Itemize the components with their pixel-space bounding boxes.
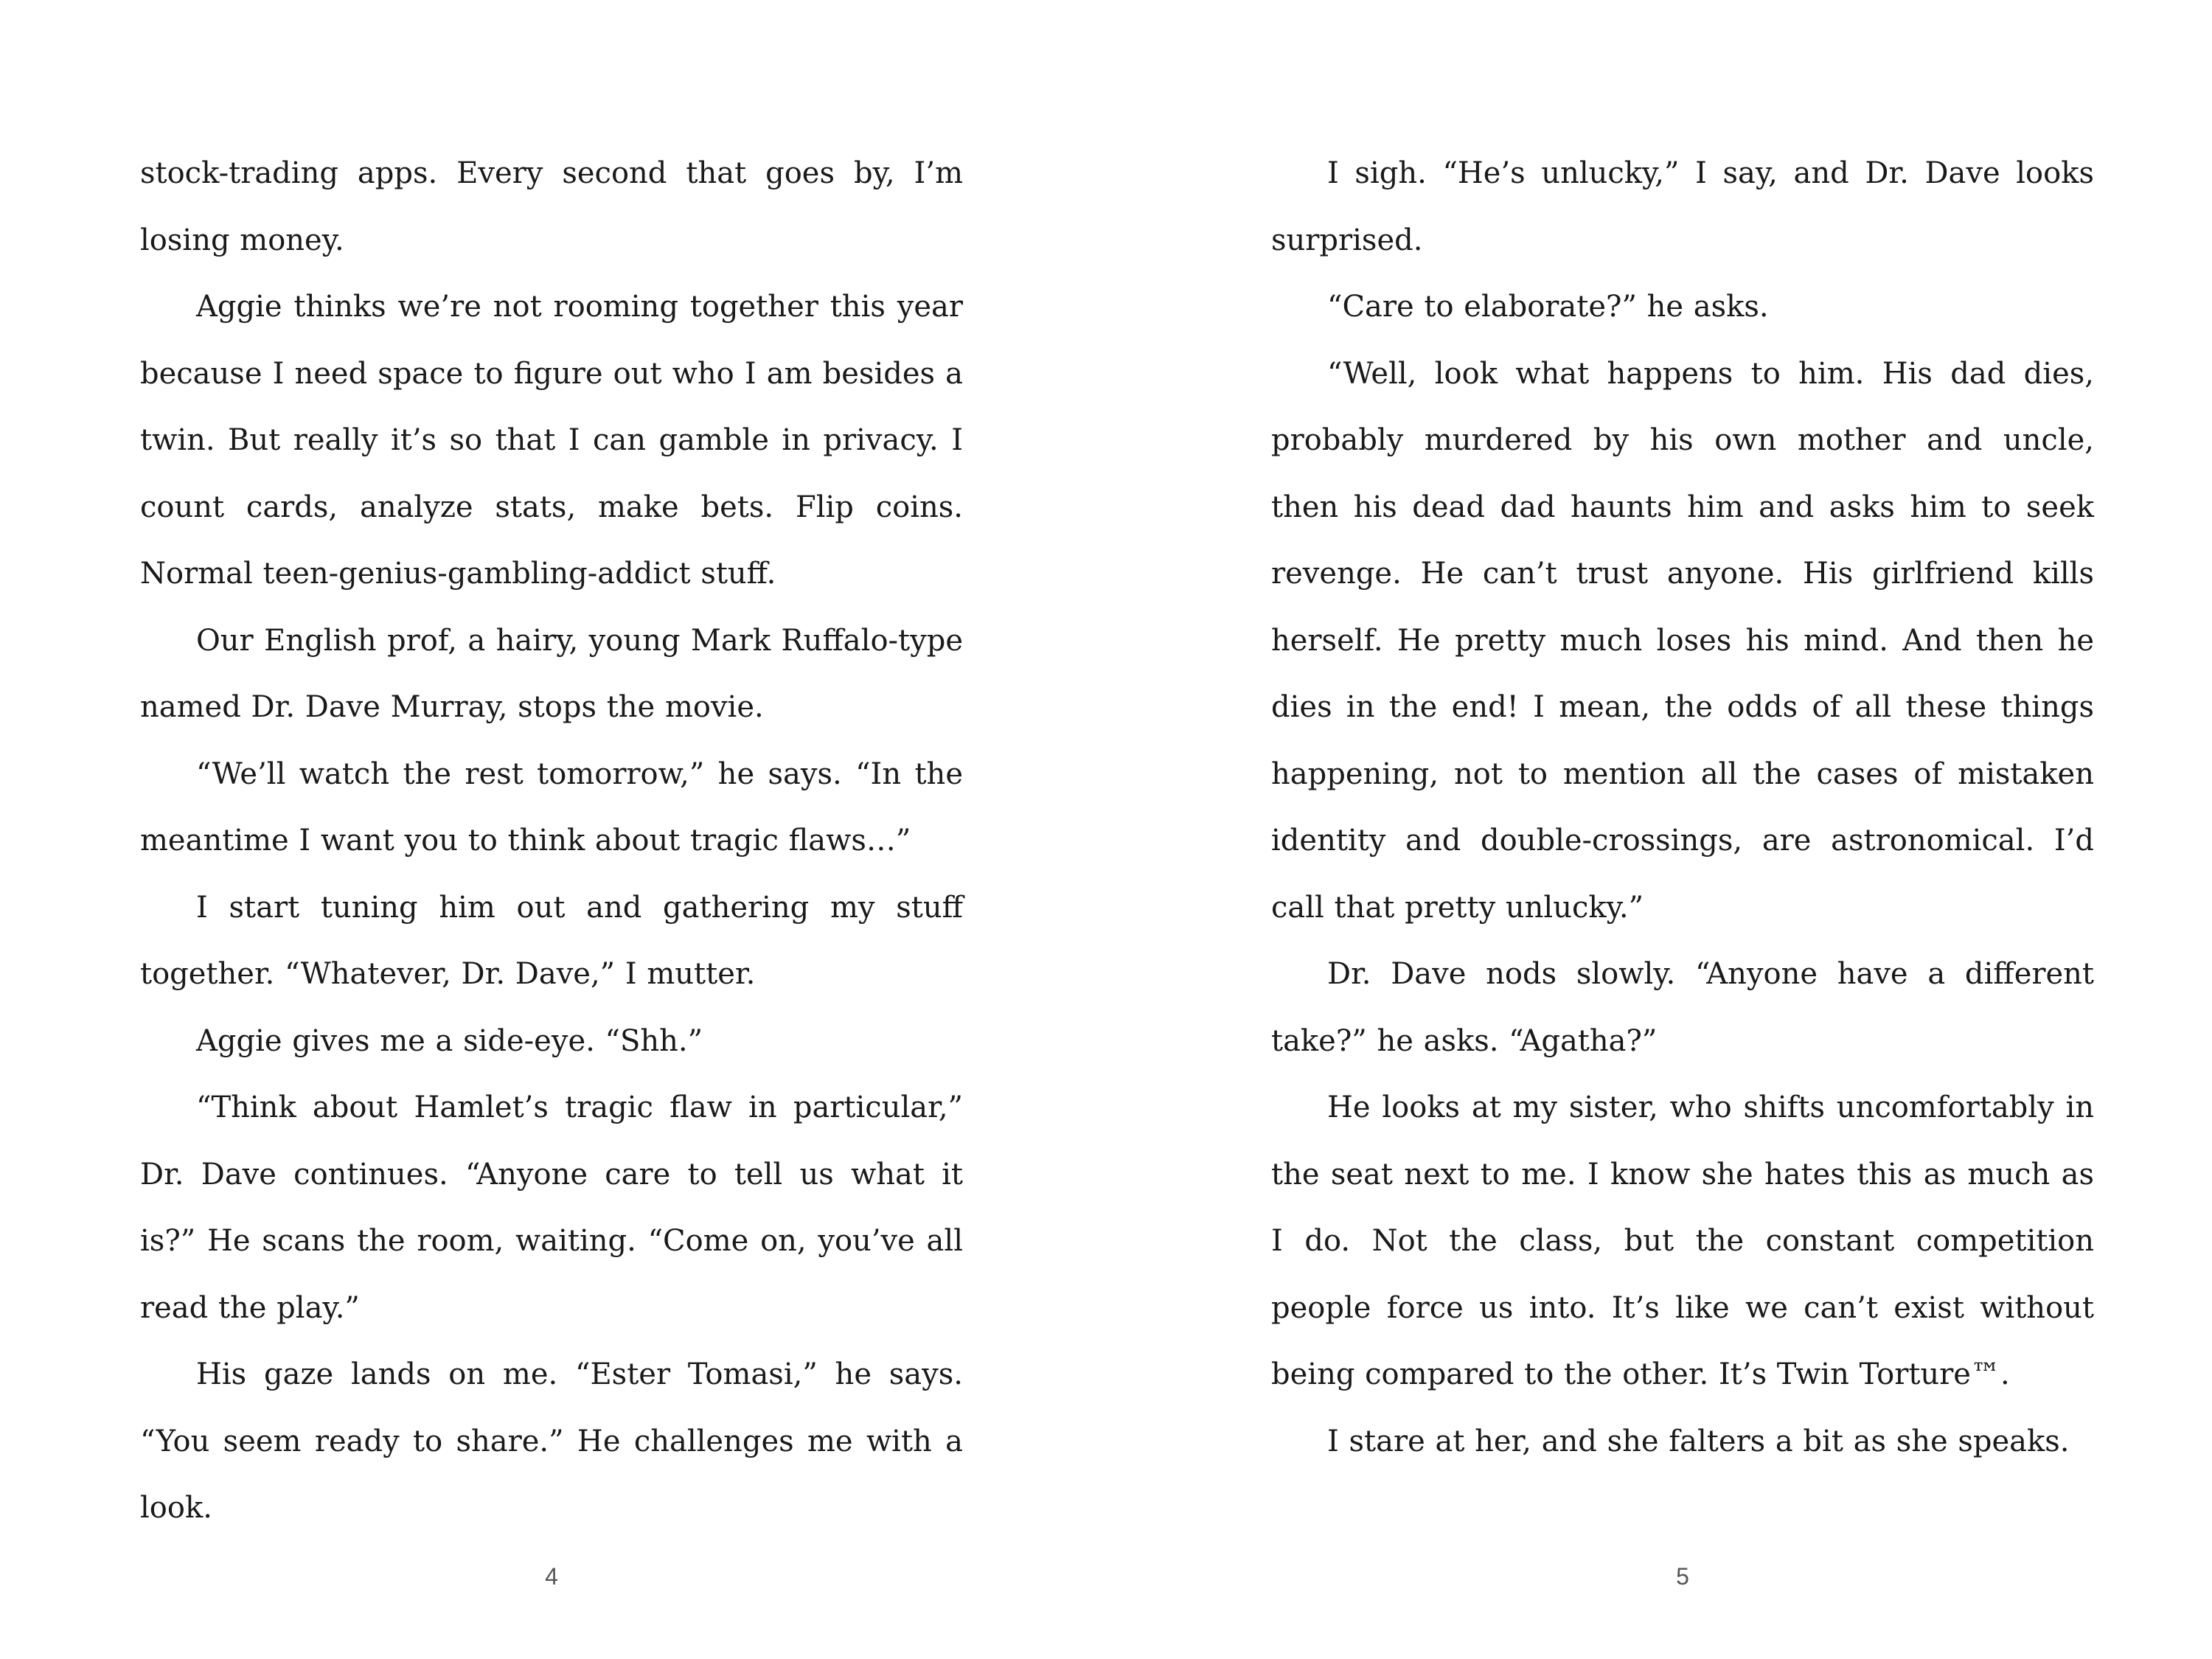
- left-paragraph-5: I start tuning him out and gathering my stuff together. “Whatever, Dr. Dave,” I mutter.: [140, 890, 963, 991]
- left-paragraph-8: His gaze lands on me. “Ester Tomasi,” he says. “You seem ready to share.” He challenges me with a look.: [140, 1357, 963, 1525]
- left-paragraph-1: stock-trading apps. Every second that goes by, I’m losing money.: [140, 156, 963, 257]
- page-number-right: 5: [1676, 1563, 1689, 1590]
- right-paragraph-3: “Well, look what happens to him. His dad dies, probably murdered by his own mother and uncle, then his dead dad haunts him and asks him to seek revenge. He can’t trust anyone. His girlfriend kills herself. He pretty much loses his mind. And then he dies in the end! I mean, the odds of all these things happening, not to mention all the cases of mistaken identity and double-crossings, are astronomical. I’d call that pretty unlucky.”: [1271, 356, 2094, 925]
- right-paragraph-2: “Care to elaborate?” he asks.: [1327, 290, 1769, 324]
- right-paragraph-6: I stare at her, and she falters a bit as she speaks.: [1327, 1424, 2070, 1458]
- left-paragraph-2: Aggie thinks we’re not rooming together this year because I need space to figure out who I am besides a twin. But really it’s so that I can gamble in privacy. I count cards, analyze stats, make bets. Flip coins. Normal teen-genius-gambling-addict stuff.: [140, 290, 963, 591]
- left-paragraph-3: Our English prof, a hairy, young Mark Ruffalo-type named Dr. Dave Murray, stops the movie.: [140, 623, 963, 724]
- page-number-left: 4: [545, 1563, 558, 1590]
- right-paragraph-4: Dr. Dave nods slowly. “Anyone have a different take?” he asks. “Agatha?”: [1271, 957, 2094, 1058]
- right-page: [1271, 140, 2094, 1475]
- right-paragraph-5: He looks at my sister, who shifts uncomfortably in the seat next to me. I know she hates this as much as I do. Not the class, but the constant competition people force us into. It’s like we can’t exist without being compared to the other. It’s Twin Torture™.: [1271, 1091, 2094, 1391]
- left-paragraph-4: “We’ll watch the rest tomorrow,” he says. “In the meantime I want you to think about tragic flaws…”: [140, 757, 963, 858]
- left-page: [140, 140, 963, 1542]
- right-paragraph-1: I sigh. “He’s unlucky,” I say, and Dr. Dave looks surprised.: [1271, 156, 2094, 257]
- left-paragraph-6: Aggie gives me a side-eye. “Shh.”: [196, 1023, 703, 1058]
- left-paragraph-7: “Think about Hamlet’s tragic flaw in particular,” Dr. Dave continues. “Anyone care to tell us what it is?” He scans the room, waiting. “Come on, you’ve all read the play.”: [140, 1091, 963, 1325]
